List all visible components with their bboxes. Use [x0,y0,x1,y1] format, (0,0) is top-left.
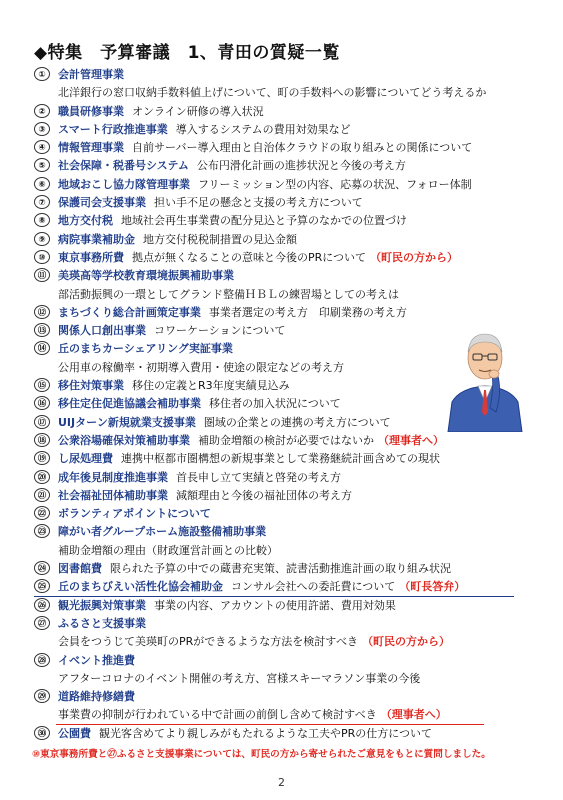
list-item [34,615,554,652]
item-detail: 公用車の稼働率・初期導入費用・使途の限定などの考え方 [58,360,344,374]
item-name: 公園費 [58,726,91,740]
page-number: 2 [278,776,285,789]
item-name: スマート行政推進事業 [58,122,168,136]
item-name: 移住定住促進協議会補助事業 [58,397,201,411]
item-name: まちづくり総合計画策定事業 [58,305,201,319]
item-note: （町長答弁） [399,580,466,594]
list-item [34,194,554,212]
item-name: イベント推進費 [58,653,135,667]
item-name: 成年後見制度推進事業 [58,470,168,484]
list-item [34,523,554,560]
item-name: 保護司会支援事業 [58,196,146,210]
list-item [34,652,554,689]
item-name: 地方交付税 [58,214,113,228]
list-item [34,231,554,249]
item-number: ⑱ [34,433,50,447]
item-note: （町民の方から） [362,635,451,649]
list-item [34,103,554,121]
item-desc: 事業の内容、アカウントの使用許諾、費用対効果 [154,598,396,612]
item-name: 観光振興対策事業 [58,598,146,612]
item-number: ⑮ [34,378,50,392]
page-title: ◆特集 予算審議 1、青田の質疑一覧 [34,43,340,63]
item-number: ④ [34,140,50,154]
item-name: 丘のまちびえい活性化協会補助金 [58,580,223,594]
item-number: ㉙ [34,689,50,703]
item-note: （町民の方から） [370,250,459,264]
item-name: 公衆浴場確保対策補助事業 [58,433,190,447]
item-number: ㉘ [34,653,50,667]
list-item [34,176,554,194]
item-number: ⑫ [34,305,50,319]
item-desc: 担い手不足の懸念と支援の考え方について [154,196,363,210]
item-number: ㉖ [34,598,50,612]
item-desc: オンライン研修の導入状況 [132,104,264,118]
item-desc: 減額理由と今後の福祉団体の考え方 [176,488,352,502]
item-desc: コワーケーションについて [154,324,286,338]
list-item [34,304,554,322]
item-detail: 北洋銀行の窓口収納手数料値上げについて、町の手数料への影響についてどう考えるか [58,86,487,100]
item-desc: 導入するシステムの費用対効果など [175,122,351,136]
item-name: 地域おこし協力隊管理事業 [58,177,190,191]
item-desc: 移住者の加入状況について [209,397,341,411]
item-number: ⑪ [34,268,50,282]
item-number: ⑬ [34,323,50,337]
item-number: ⑳ [34,470,50,484]
item-name: ボランティアポイントについて [58,507,211,521]
item-number: ㉚ [34,726,50,740]
list-item [34,212,554,230]
item-desc: 限られた予算の中での蔵書充実策、読書活動推進計画の取り組み状況 [110,562,451,576]
item-name: UIJターン新規就業支援事業 [58,415,196,429]
item-number: ㉔ [34,561,50,575]
item-number: ⑲ [34,451,50,465]
item-detail: アフターコロナのイベント開催の考え方、宮様スキーマラソン事業の今後 [58,671,421,685]
item-name: 図書館費 [58,562,102,576]
list-item [34,688,554,725]
item-detail: 事業費の抑制が行われている中で計画の前倒し含めて検討すべき [58,708,377,722]
item-desc: 連携中枢都市圏構想の新規事業として業務継続計画含めての現状 [121,452,440,466]
item-number: ⑯ [34,396,50,410]
item-number: ② [34,104,50,118]
list-item [34,505,554,523]
item-number: ⑧ [34,213,50,227]
item-number: ⑤ [34,158,50,172]
item-desc: 地域社会再生事業費の配分見込と予算のなかでの位置づけ [121,214,407,228]
item-desc: 移住の定義とR3年度実績見込み [132,379,290,393]
item-number: ① [34,67,50,81]
item-number: ⑥ [34,177,50,191]
item-number: ⑨ [34,232,50,246]
list-item [34,560,554,578]
item-name: ふるさと支援事業 [58,616,146,630]
list-item [34,487,554,505]
item-name: 移住対策事業 [58,379,124,393]
item-note: （理事者へ） [378,433,444,447]
item-name: 美瑛高等学校教育環境振興補助事業 [58,269,234,283]
item-name: 社会福祉団体補助事業 [58,488,168,502]
item-desc: 公布円滑化計画の進捗状況と今後の考え方 [196,159,406,173]
item-number: ㉑ [34,488,50,502]
list-item [34,725,554,743]
thinking-man-illustration [440,322,530,432]
item-number: ㉓ [34,524,50,538]
list-item [34,578,554,596]
item-number: ⑰ [34,415,50,429]
item-desc: 事業者選定の考え方 印刷業務の考え方 [208,305,407,319]
item-desc: 地方交付税税制措置の見込金額 [143,232,297,246]
item-desc: 自前サーバー導入理由と自治体クラウドの取り組みとの関係について [132,141,473,155]
item-desc: 首長申し立て実績と啓発の考え方 [176,470,341,484]
item-name: 道路維持修繕費 [58,690,135,704]
item-detail: 部活動振興の一環としてグランド整備ＨＢＬの練習場としての考えは [58,287,399,301]
item-name: 東京事務所費 [58,250,124,264]
item-note: （理事者へ） [380,708,447,722]
item-name: 障がい者グループホーム施設整備補助事業 [58,525,267,539]
item-desc: 圏域の企業との連携の考え方について [203,415,391,429]
item-name: 社会保障・税番号システム [58,159,189,173]
item-number: ⑭ [34,341,50,355]
list-item [34,157,554,175]
item-desc: フリーミッション型の内容、応募の状況、フォロー体制 [198,177,472,191]
item-name: し尿処理費 [58,452,113,466]
list-item [34,139,554,157]
item-detail: 会員をつうじて美瑛町のPRができるような方法を検討すべき [58,635,359,649]
list-item [34,66,554,103]
item-number: ㉒ [34,506,50,520]
item-desc: 観光客含めてより親しみがもたれるような工夫やPRの仕方について [99,726,433,740]
item-number: ⑦ [34,195,50,209]
item-name: 職員研修事業 [58,104,124,118]
list-item [34,121,554,139]
item-number: ③ [34,122,50,136]
item-name: 情報管理事業 [58,141,124,155]
list-item [34,469,554,487]
footer-note: ⑩東京事務所費と㉗ふるさと支援事業については、町民の方から寄せられたご意見をもとに質問しました。 [32,749,491,760]
item-detail: 補助金増額の理由（財政運営計画との比較） [58,543,278,557]
item-name: 関係人口創出事業 [58,324,146,338]
list-item [34,432,554,450]
item-number: ㉗ [34,616,50,630]
list-item [34,597,554,615]
item-desc: 補助金増額の検討が必要ではないか [198,433,374,447]
item-name: 丘のまちカーシェアリング実証事業 [58,342,233,356]
item-name: 会計管理事業 [58,68,124,81]
list-item [34,249,554,267]
item-name: 病院事業補助金 [58,232,135,246]
list-item [34,450,554,468]
item-number: ㉕ [34,579,50,593]
item-number: ⑩ [34,250,50,264]
list-item [34,267,554,304]
item-desc: 拠点が無くなることの意味と今後のPRについて [132,250,367,264]
item-desc: コンサル会社への委託費について [231,580,396,594]
